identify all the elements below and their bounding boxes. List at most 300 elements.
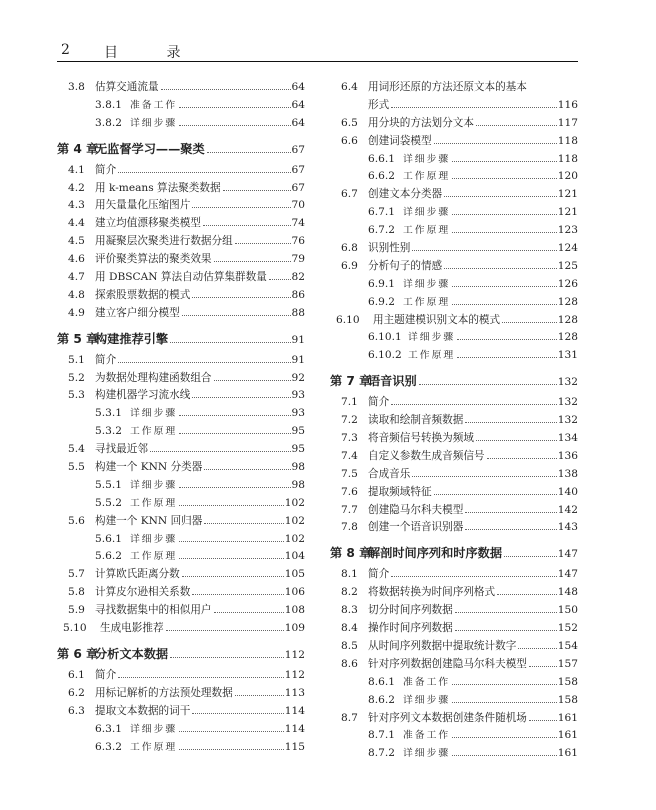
section-title: 工作原理 [130, 741, 178, 753]
page-number: 92 [291, 371, 305, 384]
section-number: 8.6.1 [368, 675, 395, 688]
page-number: 67 [291, 163, 305, 176]
section-number: 6.6.2 [368, 170, 395, 183]
page-number: 161 [557, 711, 578, 724]
toc-entry[interactable] [330, 222, 578, 240]
dot-leader [452, 161, 557, 162]
section-title: 用凝聚层次聚类进行数据分组 [95, 235, 233, 248]
section-number: 4.9 [68, 306, 85, 319]
toc-entry[interactable] [330, 168, 578, 186]
dot-leader [391, 107, 557, 108]
section-title: 工作原理 [403, 225, 451, 237]
page-number: 76 [291, 235, 305, 248]
dot-leader [502, 322, 557, 323]
toc-chapter[interactable] [57, 140, 305, 160]
page-number: 98 [291, 478, 305, 491]
page-number: 93 [291, 389, 305, 402]
toc-entry[interactable] [330, 204, 578, 222]
section-title: 简介 [95, 353, 117, 366]
toc-entry[interactable] [57, 531, 305, 549]
toc-entry-continuation[interactable] [330, 97, 578, 115]
dot-leader [452, 178, 557, 179]
section-number: 8.6.2 [368, 693, 395, 706]
section-title: 将数据转换为时间序列格式 [368, 586, 496, 599]
section-number: 6.1 [68, 668, 85, 681]
section-title: 简介 [368, 568, 390, 581]
dot-leader [192, 713, 283, 714]
toc-entry[interactable] [330, 674, 578, 692]
section-title: 创建文本分类器 [368, 188, 443, 201]
dot-leader [214, 380, 291, 381]
page-number: 86 [291, 288, 305, 301]
section-number: 4.3 [68, 199, 85, 212]
dot-leader [434, 143, 557, 144]
page-number: 154 [557, 639, 578, 652]
page-number: 91 [291, 333, 305, 346]
section-number: 5.9 [68, 604, 85, 617]
section-title: 简介 [368, 396, 390, 409]
section-title: 针对序列数据创建隐马尔科夫模型 [368, 657, 527, 670]
page-number: 128 [557, 313, 578, 326]
page-number: 2 [61, 42, 70, 58]
section-title: 详细步骤 [130, 117, 178, 129]
page-number: 136 [557, 449, 578, 462]
dot-leader [452, 232, 557, 233]
dot-leader [214, 261, 291, 262]
toc-entry[interactable] [330, 710, 578, 728]
page-number: 138 [557, 467, 578, 480]
toc-entry[interactable] [57, 387, 305, 405]
dot-leader [179, 541, 284, 542]
page-number: 118 [557, 152, 578, 165]
toc-entry[interactable] [330, 394, 578, 412]
section-number: 5.5.1 [95, 478, 122, 491]
section-title: 详细步骤 [403, 748, 451, 760]
page-number: 150 [557, 604, 578, 617]
page-number: 67 [291, 181, 305, 194]
section-title: 工作原理 [403, 171, 451, 183]
toc-entry[interactable] [57, 685, 305, 703]
toc-chapter[interactable] [330, 544, 578, 564]
dot-leader [457, 339, 557, 340]
toc-entry[interactable] [330, 186, 578, 204]
dot-leader [204, 469, 290, 470]
page-number: 64 [291, 81, 305, 93]
dot-leader [269, 279, 291, 280]
section-title: 计算欧氏距离分数 [95, 568, 180, 581]
toc-entry[interactable] [330, 258, 578, 276]
toc-entry[interactable] [330, 584, 578, 602]
page-number: 116 [557, 98, 578, 111]
section-number: 6.7.2 [368, 224, 395, 237]
section-number: 8.1 [341, 568, 358, 581]
toc-entry[interactable] [330, 412, 578, 430]
toc-entry[interactable] [57, 233, 305, 251]
section-title: 评价聚类算法的聚类效果 [95, 253, 212, 266]
toc-entry[interactable] [57, 352, 305, 370]
dot-leader [518, 648, 556, 649]
toc-entry[interactable] [330, 484, 578, 502]
section-number: 3.8 [68, 81, 85, 93]
section-title: 寻找最近邻 [95, 443, 148, 456]
page-number: 148 [557, 586, 578, 599]
section-title: 为数据处理构建函数组合 [95, 371, 212, 384]
page-number: 114 [284, 722, 305, 735]
dot-leader [170, 657, 284, 658]
toc-entry[interactable] [57, 79, 305, 97]
dot-leader [192, 207, 290, 208]
section-number: 5.1 [68, 353, 85, 366]
dot-leader [497, 594, 557, 595]
page-number: 112 [284, 648, 305, 661]
toc-entry[interactable] [330, 79, 578, 97]
toc-entry[interactable] [57, 115, 305, 133]
page-number: 67 [291, 143, 305, 156]
section-title: 将音频信号转换为频域 [368, 432, 474, 445]
toc-entry[interactable] [57, 703, 305, 721]
dot-leader [235, 243, 291, 244]
section-number: 6.7 [341, 188, 358, 201]
dot-leader [452, 737, 557, 738]
dot-leader [444, 268, 557, 269]
toc-entry[interactable] [330, 566, 578, 584]
page-number: 158 [557, 675, 578, 688]
toc-chapter[interactable] [57, 645, 305, 665]
dot-leader [118, 677, 284, 678]
section-number: 6.7.1 [368, 206, 395, 219]
dot-leader [207, 152, 291, 153]
toc-entry[interactable] [330, 115, 578, 133]
section-number: 6.5 [341, 116, 358, 129]
section-number: 6.9.1 [368, 277, 395, 290]
section-number: 8.2 [341, 586, 358, 599]
page-number: 161 [557, 747, 578, 760]
section-title: 工作原理 [130, 426, 178, 438]
section-number: 8.6 [341, 657, 358, 670]
toc-entry[interactable] [57, 423, 305, 441]
section-title: 针对序列文本数据创建条件随机场 [368, 711, 527, 724]
section-title-continued: 形式 [368, 98, 390, 111]
dot-leader [455, 612, 557, 613]
section-number: 第 5 章 [57, 331, 99, 346]
section-number: 5.3.2 [95, 425, 122, 438]
section-number: 7.1 [341, 396, 358, 409]
toc-entry[interactable] [57, 566, 305, 584]
dot-leader [179, 749, 284, 750]
page-number: 118 [557, 134, 578, 147]
section-number: 6.3.1 [95, 722, 122, 735]
toc-entry[interactable] [330, 430, 578, 448]
page-number: 147 [557, 548, 578, 561]
section-title: 详细步骤 [403, 207, 451, 219]
section-number: 4.7 [68, 271, 85, 284]
toc-entry[interactable] [330, 312, 578, 330]
section-title: 解剖时间序列和时序数据 [368, 546, 503, 561]
dot-leader [179, 731, 284, 732]
dot-leader [529, 666, 557, 667]
toc-entry[interactable] [330, 347, 578, 365]
toc-entry[interactable] [330, 448, 578, 466]
dot-leader [192, 594, 283, 595]
section-title: 工作原理 [130, 497, 178, 509]
dot-leader [476, 440, 557, 441]
page-number: 142 [557, 503, 578, 516]
section-title: 创建词袋模型 [368, 134, 432, 147]
dot-leader [118, 362, 290, 363]
section-number: 第 6 章 [57, 646, 99, 661]
dot-leader [419, 384, 557, 385]
toc-entry[interactable] [330, 519, 578, 537]
dot-leader [179, 558, 284, 559]
section-title: 详细步骤 [403, 694, 451, 706]
section-title: 详细步骤 [403, 278, 451, 290]
section-number: 6.3 [68, 704, 85, 717]
section-number: 4.4 [68, 217, 85, 230]
toc-entry[interactable] [330, 745, 578, 763]
section-title: 详细步骤 [130, 408, 178, 420]
toc-entry[interactable] [57, 602, 305, 620]
section-title: 自定义参数生成音频信号 [368, 449, 485, 462]
section-number: 8.3 [341, 604, 358, 617]
section-title: 读取和绘制音频数据 [368, 414, 464, 427]
toc-entry[interactable] [57, 441, 305, 459]
page-number: 128 [557, 295, 578, 308]
section-number: 5.6.1 [95, 532, 122, 545]
dot-leader [504, 556, 557, 557]
toc-chapter[interactable] [330, 372, 578, 392]
dot-leader [444, 196, 557, 197]
toc-entry[interactable] [57, 739, 305, 757]
toc-entry[interactable] [57, 215, 305, 233]
section-title: 用矢量量化压缩图片 [95, 199, 191, 212]
section-number: 4.8 [68, 288, 85, 301]
page-number: 114 [284, 704, 305, 717]
page-number: 125 [557, 259, 578, 272]
section-number: 4.2 [68, 181, 85, 194]
section-title: 用 DBSCAN 算法自动估算集群数量 [95, 271, 267, 284]
toc-entry[interactable] [57, 251, 305, 269]
section-title: 从时间序列数据中提取统计数字 [368, 639, 517, 652]
dot-leader [214, 612, 284, 613]
page-number: 64 [291, 116, 305, 129]
page-number: 64 [291, 98, 305, 111]
dot-leader [150, 451, 291, 452]
toc-entry[interactable] [57, 370, 305, 388]
section-title: 详细步骤 [130, 533, 178, 545]
section-number: 5.3.1 [95, 407, 122, 420]
section-title: 操作时间序列数据 [368, 622, 453, 635]
dot-leader [434, 494, 557, 495]
page-number: 121 [557, 206, 578, 219]
section-number: 5.8 [68, 586, 85, 599]
section-number: 5.4 [68, 443, 85, 456]
dot-leader [179, 107, 290, 108]
section-number: 5.5.2 [95, 496, 122, 509]
section-number: 6.9.2 [368, 295, 395, 308]
section-title: 准备工作 [403, 676, 451, 688]
section-title: 合成音乐 [368, 467, 411, 480]
toc-column-right [330, 79, 578, 763]
toc-entry[interactable] [57, 584, 305, 602]
page-number: 152 [557, 622, 578, 635]
section-title: 用词形还原的方法还原文本的基本 [368, 81, 527, 93]
dot-leader [192, 397, 290, 398]
page-number: 131 [557, 349, 578, 362]
section-title: 构建推荐引擎 [95, 331, 169, 346]
dot-leader [412, 250, 556, 251]
toc-entry[interactable] [57, 97, 305, 115]
section-title: 建立均值漂移聚类模型 [95, 217, 201, 230]
section-title: 切分时间序列数据 [368, 604, 453, 617]
toc-entry[interactable] [57, 180, 305, 198]
section-title: 用 k-means 算法聚类数据 [95, 181, 221, 194]
dot-leader [465, 422, 556, 423]
toc-entry[interactable] [330, 502, 578, 520]
dot-leader [457, 357, 557, 358]
section-title: 寻找数据集中的相似用户 [95, 604, 212, 617]
page-number: 123 [557, 224, 578, 237]
toc-entry[interactable] [57, 477, 305, 495]
section-title: 建立客户细分模型 [95, 306, 180, 319]
dot-leader [452, 214, 557, 215]
section-title: 分析文本数据 [95, 646, 169, 661]
toc-entry[interactable] [330, 656, 578, 674]
section-title: 构建一个 KNN 分类器 [95, 461, 203, 474]
page-number: 91 [291, 353, 305, 366]
dot-leader [203, 225, 291, 226]
section-title: 提取文本数据的词干 [95, 704, 191, 717]
section-title: 详细步骤 [130, 723, 178, 735]
toc-entry[interactable] [330, 620, 578, 638]
section-number: 6.10 [336, 313, 360, 326]
section-title: 准备工作 [403, 730, 451, 742]
dot-leader [487, 458, 557, 459]
page-number: 105 [284, 568, 305, 581]
dot-leader [223, 190, 291, 191]
dot-leader [179, 505, 284, 506]
section-title: 详细步骤 [130, 479, 178, 491]
toc-entry[interactable] [57, 269, 305, 287]
page-number: 128 [557, 331, 578, 344]
section-number: 3.8.1 [95, 98, 122, 111]
toc-entry[interactable] [57, 667, 305, 685]
dot-leader [179, 487, 290, 488]
dot-leader [452, 286, 557, 287]
toc-entry[interactable] [330, 151, 578, 169]
page-number: 157 [557, 657, 578, 670]
section-title: 估算交通流量 [95, 81, 159, 93]
toc-entry[interactable] [330, 276, 578, 294]
section-title: 工作原理 [130, 551, 178, 563]
section-title: 创建隐马尔科夫模型 [368, 503, 464, 516]
section-number: 6.6 [341, 134, 358, 147]
toc-entry[interactable] [57, 721, 305, 739]
toc-entry[interactable] [57, 459, 305, 477]
section-number: 7.4 [341, 449, 358, 462]
dot-leader [465, 512, 556, 513]
page-number: 140 [557, 485, 578, 498]
toc-entry[interactable] [57, 197, 305, 215]
dot-leader [204, 523, 283, 524]
section-number: 3.8.2 [95, 116, 122, 129]
page-number: 117 [557, 116, 578, 129]
toc-entry[interactable] [330, 240, 578, 258]
toc-entry[interactable] [57, 405, 305, 423]
section-title: 构建机器学习流水线 [95, 389, 191, 402]
page-number: 104 [284, 550, 305, 563]
toc-entry[interactable] [57, 305, 305, 323]
page-number: 132 [557, 376, 578, 389]
section-title: 工作原理 [403, 296, 451, 308]
dot-leader [161, 89, 291, 90]
page-number: 126 [557, 277, 578, 290]
dot-leader [452, 684, 557, 685]
toc-entry[interactable] [57, 495, 305, 513]
section-title: 提取频域特征 [368, 485, 432, 498]
page-number: 82 [291, 271, 305, 284]
section-title: 无监督学习——聚类 [95, 141, 205, 156]
page-number: 143 [557, 521, 578, 534]
dot-leader [118, 172, 290, 173]
page-number: 161 [557, 729, 578, 742]
toc-entry[interactable] [57, 513, 305, 531]
section-title: 分析句子的情感 [368, 259, 443, 272]
toc-entry[interactable] [330, 692, 578, 710]
dot-leader [465, 529, 556, 530]
toc-entry[interactable] [330, 133, 578, 151]
dot-leader [170, 342, 290, 343]
toc-entry[interactable] [57, 548, 305, 566]
page-number: 115 [284, 740, 305, 753]
toc-entry[interactable] [330, 294, 578, 312]
dot-leader [179, 125, 290, 126]
toc-entry[interactable] [330, 602, 578, 620]
dot-leader [412, 476, 556, 477]
section-title: 详细步骤 [403, 153, 451, 165]
toc-entry[interactable] [330, 466, 578, 484]
toc-chapter[interactable] [57, 330, 305, 350]
section-title: 创建一个语音识别器 [368, 521, 464, 534]
section-number: 5.6 [68, 514, 85, 527]
page-number: 74 [291, 217, 305, 230]
section-title: 详细步骤 [408, 332, 456, 344]
page-number: 102 [284, 532, 305, 545]
toc-entry[interactable] [330, 638, 578, 656]
page-number: 112 [284, 668, 305, 681]
section-number: 5.5 [68, 461, 85, 474]
section-number: 8.4 [341, 622, 358, 635]
toc-column-left [57, 79, 305, 756]
section-number: 5.7 [68, 568, 85, 581]
toc-entry[interactable] [330, 727, 578, 745]
toc-entry[interactable] [57, 620, 305, 638]
section-number: 7.3 [341, 432, 358, 445]
section-number: 5.3 [68, 389, 85, 402]
section-title: 探索股票数据的模式 [95, 288, 191, 301]
page-number: 88 [291, 306, 305, 319]
page-number: 79 [291, 253, 305, 266]
toc-entry[interactable] [57, 162, 305, 180]
page-number: 95 [291, 425, 305, 438]
page-number: 158 [557, 693, 578, 706]
toc-entry[interactable] [330, 329, 578, 347]
section-number: 第 4 章 [57, 141, 99, 156]
section-number: 7.5 [341, 467, 358, 480]
toc-entry[interactable] [57, 287, 305, 305]
section-number: 6.4 [341, 81, 358, 93]
section-title: 构建一个 KNN 回归器 [95, 514, 203, 527]
section-number: 8.5 [341, 639, 358, 652]
